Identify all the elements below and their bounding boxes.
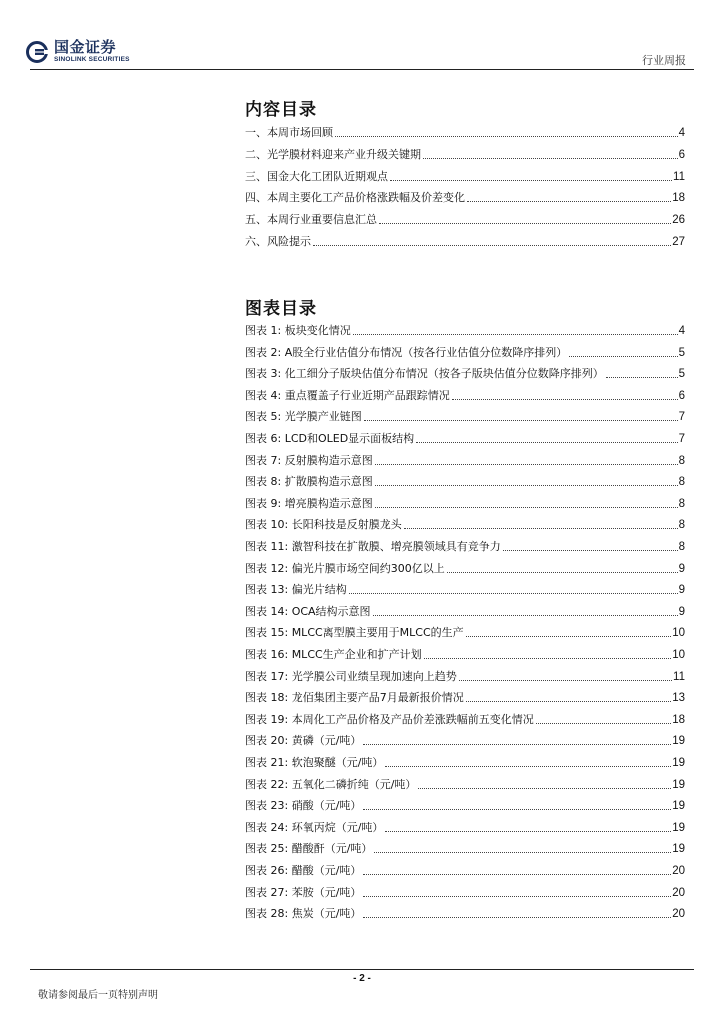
dot-leader (363, 917, 671, 918)
toc-entry[interactable] (245, 732, 685, 748)
dot-leader (423, 158, 678, 159)
toc-entry[interactable] (245, 689, 685, 705)
toc-entry-label: 图表 3: 化工细分子版块估值分布情况（按各子版块估值分位数降序排列） (245, 367, 604, 381)
toc-entry-label: 图表 6: LCD和OLED显示面板结构 (245, 432, 415, 445)
dot-leader (536, 723, 672, 724)
toc-entry-label: 图表 11: 激智科技在扩散膜、增亮膜领域具有竞争力 (245, 540, 501, 553)
toc-entry-label: 图表 14: OCA结构示意图 (245, 604, 371, 618)
toc-entry-label: 图表 20: 黄磷（元/吨） (245, 734, 362, 748)
toc-entry[interactable] (245, 862, 685, 878)
toc-entry-label: 图表 12: 偏光片膜市场空间约300亿以上 (245, 561, 445, 575)
toc-entry[interactable] (245, 430, 685, 446)
toc-entry[interactable] (245, 473, 685, 489)
dot-leader (363, 896, 671, 897)
toc-entry[interactable] (245, 603, 685, 619)
toc-entry-label: 图表 21: 软泡聚醚（元/吨） (245, 756, 384, 769)
dot-leader (373, 615, 678, 616)
toc-entry[interactable] (245, 581, 685, 597)
toc-entry-label: 图表 26: 醋酸（元/吨） (245, 864, 362, 877)
logo-mark-icon (26, 41, 48, 63)
toc-entry-label: 图表 19: 本周化工产品价格及产品价差涨跌幅前五变化情况 (245, 712, 534, 726)
toc-entry-page: 13 (672, 692, 685, 705)
toc-entry[interactable] (245, 168, 685, 184)
toc-entry-page: 20 (672, 865, 685, 877)
toc-entry-label: 图表 10: 长阳科技是反射膜龙头 (245, 518, 402, 532)
toc-entry-page: 4 (678, 127, 685, 139)
dot-leader (374, 852, 671, 853)
toc-entry-label: 图表 27: 苯胺（元/吨） (245, 885, 362, 899)
toc-entry-page: 9 (678, 562, 685, 575)
toc-entry-page: 9 (678, 605, 685, 618)
toc-entry[interactable] (245, 776, 685, 792)
toc-entry-page: 7 (678, 411, 685, 424)
toc-entry-page: 6 (678, 389, 685, 402)
dot-leader (424, 658, 672, 659)
footer-divider (30, 969, 694, 970)
dot-leader (385, 766, 671, 767)
dot-leader (418, 788, 671, 789)
report-type: 行业周报 (642, 54, 686, 67)
toc-entry[interactable] (245, 797, 685, 813)
dot-leader (375, 507, 678, 508)
dot-leader (363, 744, 671, 745)
page-number: - 2 - (353, 973, 371, 984)
toc-entry[interactable] (245, 516, 685, 532)
toc-entry-label: 图表 28: 焦炭（元/吨） (245, 907, 362, 921)
dot-leader (363, 874, 671, 875)
toc-entry-label: 图表 15: MLCC离型膜主要用于MLCC的生产 (245, 626, 464, 640)
dot-leader (569, 356, 677, 357)
toc-entry-page: 5 (678, 346, 685, 359)
toc-entry[interactable] (245, 905, 685, 921)
toc-entry[interactable] (245, 884, 685, 900)
toc-entry-label: 图表 16: MLCC生产企业和扩产计划 (245, 648, 422, 661)
dot-leader (364, 420, 678, 421)
toc-entry-label: 图表 5: 光学膜产业链图 (245, 410, 362, 424)
toc-entry-label: 图表 7: 反射膜构造示意图 (245, 453, 373, 467)
toc-entry[interactable] (245, 840, 685, 856)
toc-entry-page: 19 (672, 821, 685, 834)
toc-entry-label: 图表 4: 重点覆盖子行业近期产品跟踪情况 (245, 388, 450, 402)
dot-leader (349, 593, 678, 594)
toc-entry-label: 一、本周市场回顾 (245, 126, 333, 139)
toc-entry-page: 18 (672, 192, 685, 205)
toc-entry[interactable] (245, 819, 685, 835)
toc-entry-page: 19 (672, 757, 685, 769)
toc-entry[interactable] (245, 495, 685, 511)
toc-entry-page: 8 (678, 454, 685, 467)
toc-entry-page: 8 (678, 476, 685, 489)
page-header (0, 0, 724, 72)
toc-entry-page: 9 (678, 584, 685, 597)
dot-leader (606, 377, 678, 378)
figures-title: 图表目录 (245, 299, 317, 319)
toc-entry-label: 图表 18: 龙佰集团主要产品7月最新报价情况 (245, 691, 464, 705)
toc-entry-label: 五、本周行业重要信息汇总 (245, 213, 377, 227)
dot-leader (363, 809, 671, 810)
toc-entry-page: 18 (672, 713, 685, 726)
toc-entry[interactable] (245, 668, 685, 684)
toc-entry-page: 20 (672, 886, 685, 899)
dot-leader (379, 223, 671, 224)
toc-entry-label: 图表 13: 偏光片结构 (245, 583, 347, 597)
toc-entry-label: 二、光学膜材料迎来产业升级关键期 (245, 147, 421, 161)
toc-entry-label: 图表 24: 环氧丙烷（元/吨） (245, 820, 384, 834)
toc-entry[interactable] (245, 211, 685, 227)
toc-entry[interactable] (245, 124, 685, 140)
toc-entry[interactable] (245, 711, 685, 727)
dot-leader (459, 680, 672, 681)
toc-entry-page: 10 (672, 627, 685, 640)
toc-entry-page: 27 (672, 236, 685, 248)
toc-entry[interactable] (245, 189, 685, 205)
toc-entry[interactable] (245, 408, 685, 424)
dot-leader (375, 464, 678, 465)
toc-entry-label: 图表 9: 增亮膜构造示意图 (245, 496, 373, 510)
dot-leader (375, 485, 678, 486)
toc-entry-label: 图表 25: 醋酸酐（元/吨） (245, 842, 373, 856)
dot-leader (404, 528, 678, 529)
dot-leader (447, 572, 678, 573)
header-divider (30, 69, 694, 70)
toc-entry-page: 8 (678, 541, 685, 553)
logo-chinese-name: 国金证券 (54, 38, 117, 56)
toc-entry[interactable] (245, 624, 685, 640)
dot-leader (467, 201, 671, 202)
toc-entry-page: 19 (672, 843, 685, 856)
toc-entry-page: 19 (672, 778, 685, 791)
toc-entry[interactable] (245, 233, 685, 249)
toc-entry-label: 图表 17: 光学膜公司业绩呈现加速向上趋势 (245, 669, 457, 683)
toc-entry-label: 图表 8: 扩散膜构造示意图 (245, 475, 373, 489)
toc-entry-page: 11 (673, 170, 685, 183)
toc-entry-page: 6 (678, 148, 685, 161)
contents-title: 内容目录 (245, 100, 317, 120)
toc-entry[interactable] (245, 538, 685, 554)
dot-leader (385, 831, 671, 832)
dot-leader (503, 550, 678, 551)
company-logo (26, 40, 130, 64)
toc-entry-page: 10 (672, 649, 685, 661)
toc-entry-label: 图表 1: 板块变化情况 (245, 324, 351, 337)
toc-entry-label: 四、本周主要化工产品价格涨跌幅及价差变化 (245, 191, 465, 205)
toc-entry-page: 5 (678, 368, 685, 381)
toc-entry[interactable] (245, 560, 685, 576)
toc-entry-page: 19 (672, 735, 685, 748)
toc-entry-page: 19 (672, 800, 685, 813)
toc-entry-page: 7 (678, 433, 685, 445)
dot-leader (335, 136, 678, 137)
dot-leader (466, 636, 672, 637)
toc-entry[interactable] (245, 344, 685, 360)
toc-entry-page: 26 (672, 214, 685, 227)
footer-disclaimer: 敬请参阅最后一页特别声明 (38, 990, 158, 1001)
toc-entry-label: 图表 2: A股全行业估值分布情况（按各行业估值分位数降序排列） (245, 345, 568, 359)
toc-entry-label: 三、国金大化工团队近期观点 (245, 169, 388, 183)
dot-leader (390, 180, 672, 181)
toc-entry[interactable] (245, 452, 685, 468)
toc-entry-page: 8 (678, 497, 685, 510)
toc-entry[interactable] (245, 365, 685, 381)
dot-leader (416, 442, 677, 443)
toc-entry-label: 六、风险提示 (245, 235, 311, 248)
dot-leader (313, 245, 671, 246)
toc-entry-page: 11 (673, 670, 685, 683)
toc-entry-page: 4 (678, 325, 685, 337)
dot-leader (466, 701, 672, 702)
logo-english-name: SINOLINK SECURITIES (54, 56, 130, 63)
toc-entry-page: 20 (672, 908, 685, 921)
toc-entry[interactable] (245, 387, 685, 403)
dot-leader (452, 399, 678, 400)
toc-entry-page: 8 (678, 519, 685, 532)
dot-leader (353, 334, 678, 335)
toc-entry-label: 图表 23: 硝酸（元/吨） (245, 799, 362, 813)
toc-entry[interactable] (245, 146, 685, 162)
toc-entry[interactable] (245, 754, 685, 770)
toc-entry[interactable] (245, 646, 685, 662)
toc-entry[interactable] (245, 322, 685, 338)
toc-entry-label: 图表 22: 五氧化二磷折纯（元/吨） (245, 777, 417, 791)
